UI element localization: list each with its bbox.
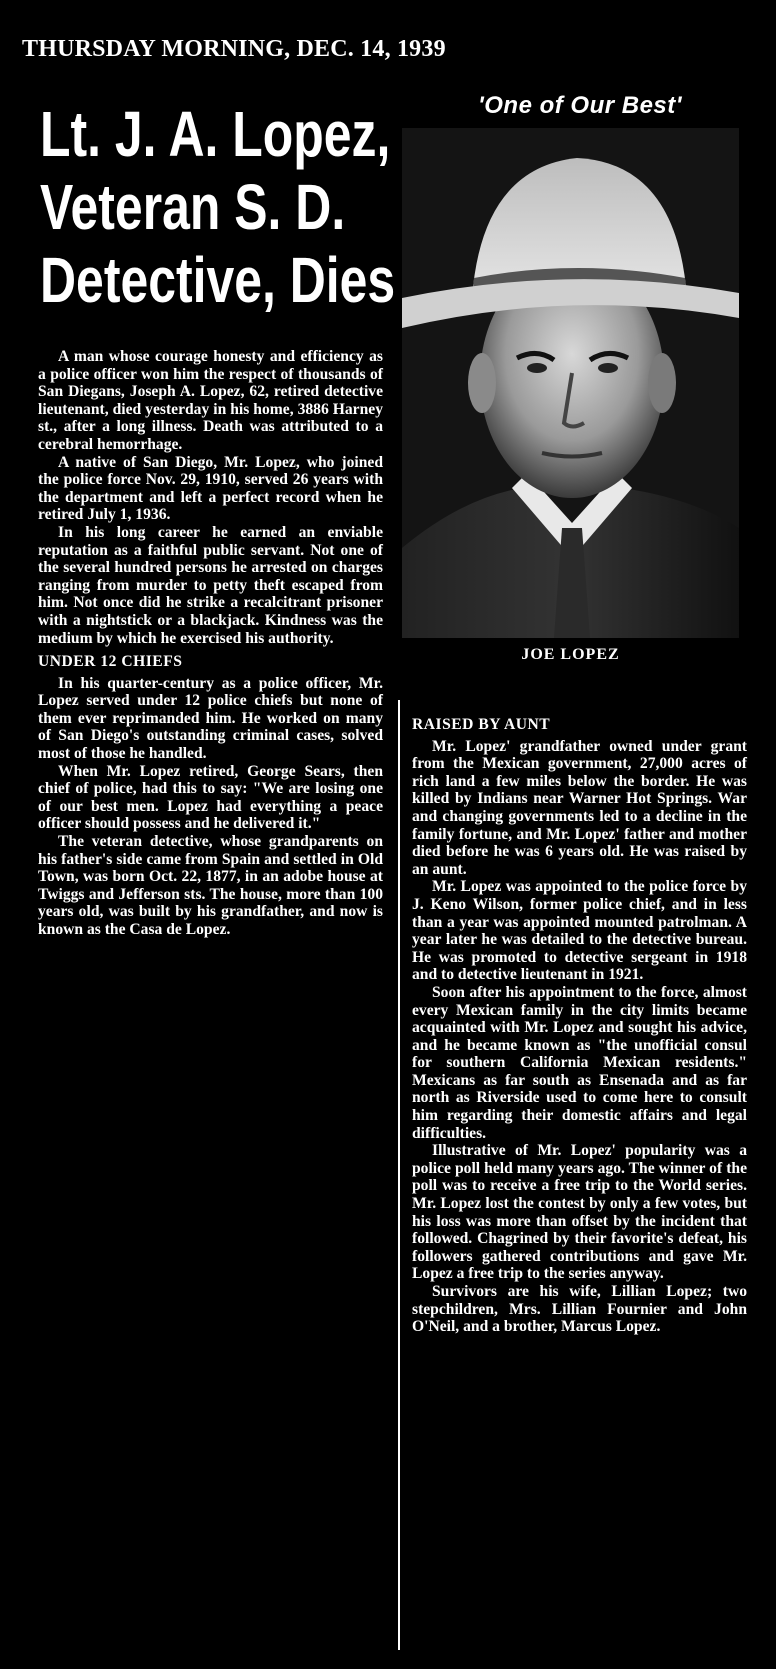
paragraph: Survivors are his wife, Lillian Lopez; two stepchildren, Mrs. Lillian Fournier and John O'Neil, and a brother, Marcus Lopez. [412,1283,747,1336]
paragraph: Mr. Lopez' grandfather owned under grant from the Mexican government, 27,000 acres of rich land a few miles below the border. He was killed by Indians near Warner Hot Springs. War and changing governments led to a decline in the family fortune, and Mr. Lopez' father and mother died before he was 6 years old. He was raised by an aunt. [412,737,747,878]
paragraph: The veteran detective, whose grandparents on his father's side came from Spain and settled in Old Town, was born Oct. 22, 1877, in an adobe house at Twiggs and Jefferson sts. The house, more than 100 years old, was built by his grandfather, and now is known as the Casa de Lopez. [38,833,383,938]
dateline: THURSDAY MORNING, DEC. 14, 1939 [22,36,446,62]
subheading-under-12-chiefs: UNDER 12 CHIEFS [38,653,183,671]
paragraph: In his quarter-century as a police officer, Mr. Lopez served under 12 police chiefs but none of them ever reprimanded him. He worked on many of San Diego's outstanding criminal cases, solved most of those he handled. [38,674,383,763]
paragraph: When Mr. Lopez retired, George Sears, then chief of police, had this to say: "We are losing one of our best men. Lopez had everything a peace officer should possess and he delivered it." [38,762,383,833]
paragraph: A man whose courage honesty and efficiency as a police officer won him the respect of thousands of San Diegans, Joseph A. Lopez, 62, retired detective lieutenant, died yesterday in his home, 3886 Harney st., after a long illness. Death was attributed to a cerebral hemorrhage. [38,348,383,453]
paragraph: A native of San Diego, Mr. Lopez, who joined the police force Nov. 29, 1910, served 26 years with the department and left a perfect record when he retired July 1, 1936. [38,453,383,524]
paragraph: Mr. Lopez was appointed to the police force by J. Keno Wilson, former police chief, and in less than a year was appointed mounted patrolman. A year later he was detailed to the detective bureau. He was promoted to detective sergeant in 1918 and to detective lieutenant in 1921. [412,878,747,984]
article-right-column [412,710,747,1336]
paragraph: Illustrative of Mr. Lopez' popularity was a police poll held many years ago. The winner of the poll was to receive a free trip to the World series. Mr. Lopez lost the contest by only a few votes, but his loss was more than offset by the incident that followed. Chagrined by their favorite's defeat, his followers gathered contributions and gave Mr. Lopez a free trip to the series anyway. [412,1142,747,1283]
portrait-photo [402,128,739,638]
photo-title: 'One of Our Best' [478,92,682,119]
headline-line-2: Veteran S. D. [40,171,346,243]
headline-line-3: Detective, Dies [40,244,396,316]
column-divider [398,700,400,1650]
paragraph: Soon after his appointment to the force, almost every Mexican family in the city limits became acquainted with Mr. Lopez and sought his advice, and he became known as "the unofficial consul for southern California Mexican residents." Mexicans as far south as Ensenada and as far north as Riverside used to come here to consult him regarding their domestic affairs and legal difficulties. [412,983,747,1142]
article-left-column [38,348,383,939]
photo-caption: JOE LOPEZ [521,646,620,663]
subheading-raised-by-aunt: RAISED BY AUNT [412,716,551,733]
headline [40,98,396,317]
portrait-illustration [402,128,739,638]
headline-line-1: Lt. J. A. Lopez, [40,98,391,170]
paragraph: In his long career he earned an enviable reputation as a faithful public servant. Not one of the several hundred persons he arrested on charges ranging from murder to petty theft escaped from him. Not once did he strike a recalcitrant prisoner with a nightstick or a blackjack. Kindness was the medium by which he exercised his authority. [38,523,383,647]
